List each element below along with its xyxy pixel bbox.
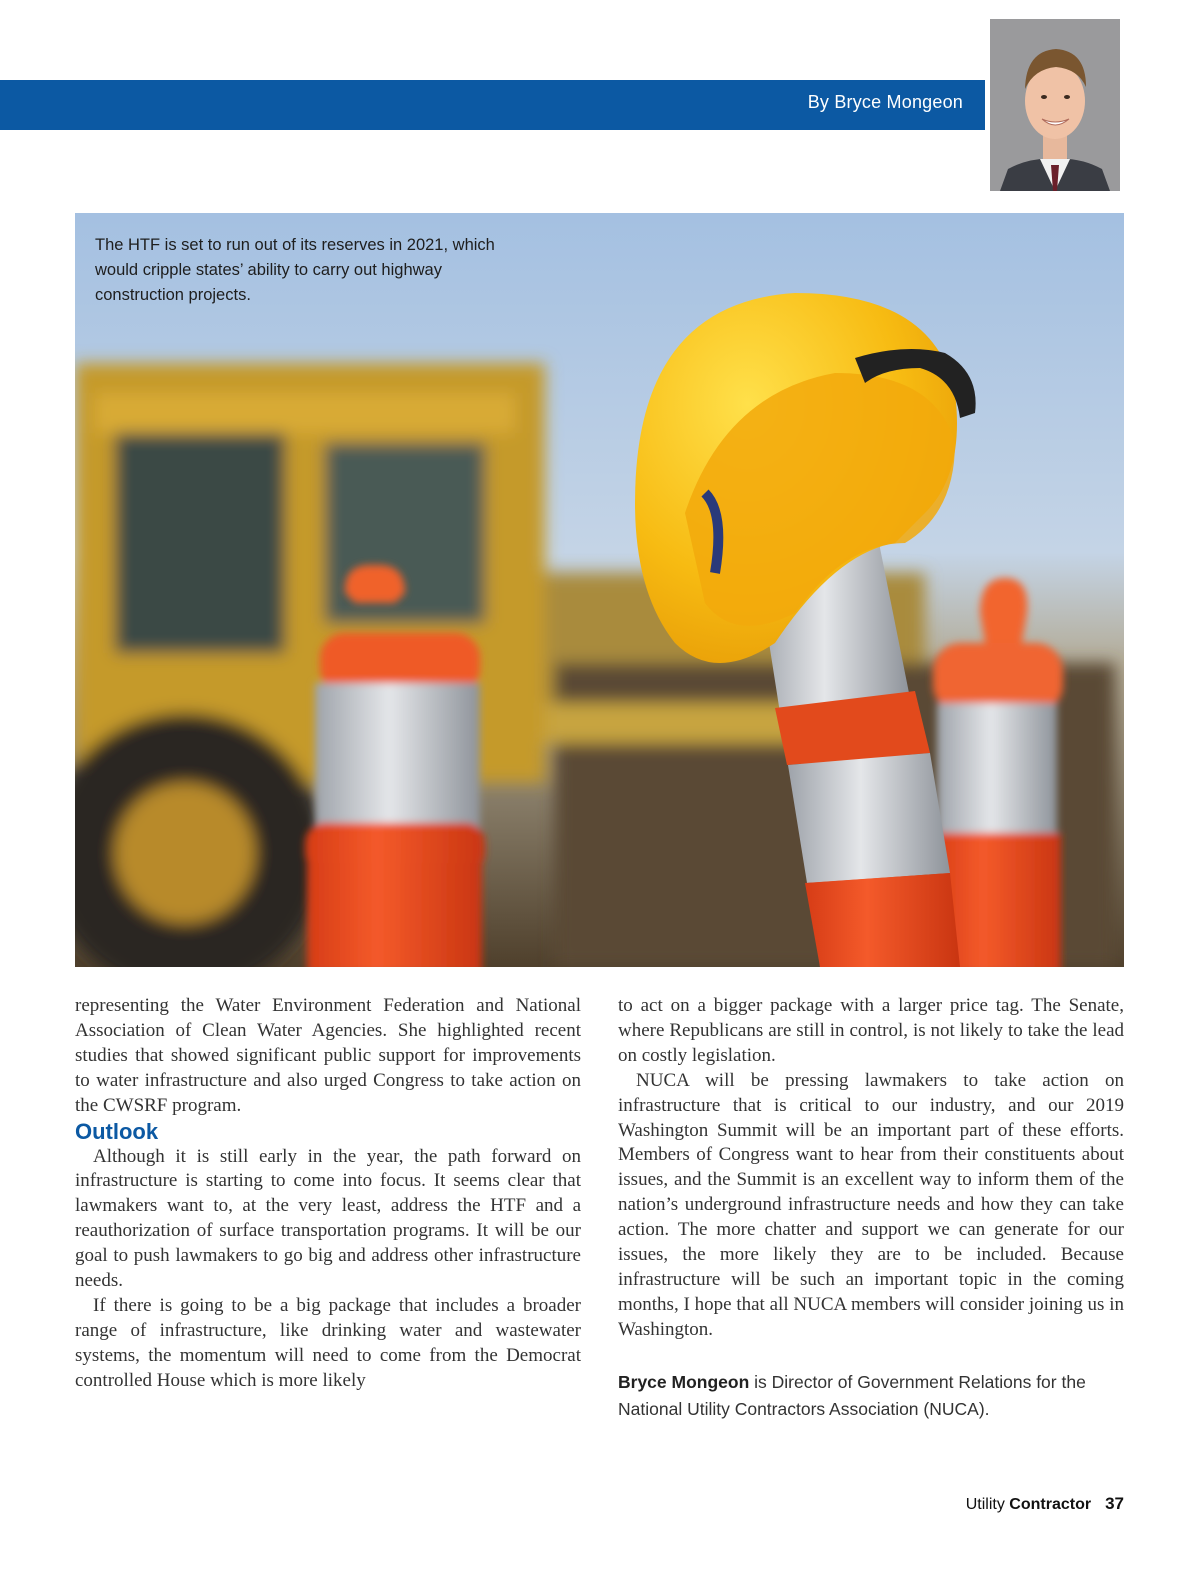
page-footer (966, 1494, 1124, 1514)
page-number: 37 (1105, 1494, 1124, 1513)
paragraph: NUCA will be pressing lawmakers to take action on infrastructure that is critical to our industry, and our 2019 Washington Summit will be an important part of these efforts. Members of Congress want to hear from their constituents about issues, and the Summit is an excellent way to inform them of the nation’s underground infrastructure needs and how they can take action. The more chatter and support we can generate for our issues, the more likely they are to be included. Because infrastructure will be such an important topic in the coming months, I hope that all NUCA members will consider joining us in Washington. (618, 1069, 1124, 1340)
paragraph: representing the Water Environment Federation and National Association of Clean Water Agencies. She highlighted recent studies that showed significant public support for improvements to water infrastructure and also urged Congress to take action on the CWSRF program. (75, 995, 581, 1116)
paragraph: If there is going to be a big package that includes a broader range of infrastructure, like drinking water and wastewater systems, the momentum will need to come from the Democrat controlled House which is more likely (75, 1294, 581, 1391)
byline-bar (0, 80, 985, 130)
bio-author-name: Bryce Mongeon (618, 1371, 750, 1392)
section-heading-outlook: Outlook (75, 1118, 159, 1144)
photo-caption: The HTF is set to run out of its reserves in 2021, which would cripple states’ ability to carry out highway construction projects. (95, 236, 495, 304)
bio-text: is Director of Government Relations for the National Utility Contractors Association (NUCA). (618, 1371, 1086, 1419)
byline: By Bryce Mongeon (807, 92, 963, 112)
paragraph: to act on a bigger package with a larger price tag. The Senate, where Republicans are still in control, is not likely to take the lead on costly legislation. (618, 995, 1124, 1066)
paragraph: Although it is still early in the year, the path forward on infrastructure is starting to come into focus. It seems clear that lawmakers want to, at the very least, address the HTF and a reauthorization of surface transportation programs. It will be our goal to push lawmakers to go big and address other infrastructure needs. (75, 1145, 581, 1292)
left-column (75, 994, 581, 1394)
magazine-name-light: Utility (965, 1496, 1010, 1513)
right-column (618, 994, 1124, 1423)
hero-photo (75, 213, 1124, 967)
author-photo (990, 19, 1120, 191)
magazine-name-bold: Contractor (1009, 1496, 1092, 1513)
author-bio (618, 1369, 1124, 1423)
